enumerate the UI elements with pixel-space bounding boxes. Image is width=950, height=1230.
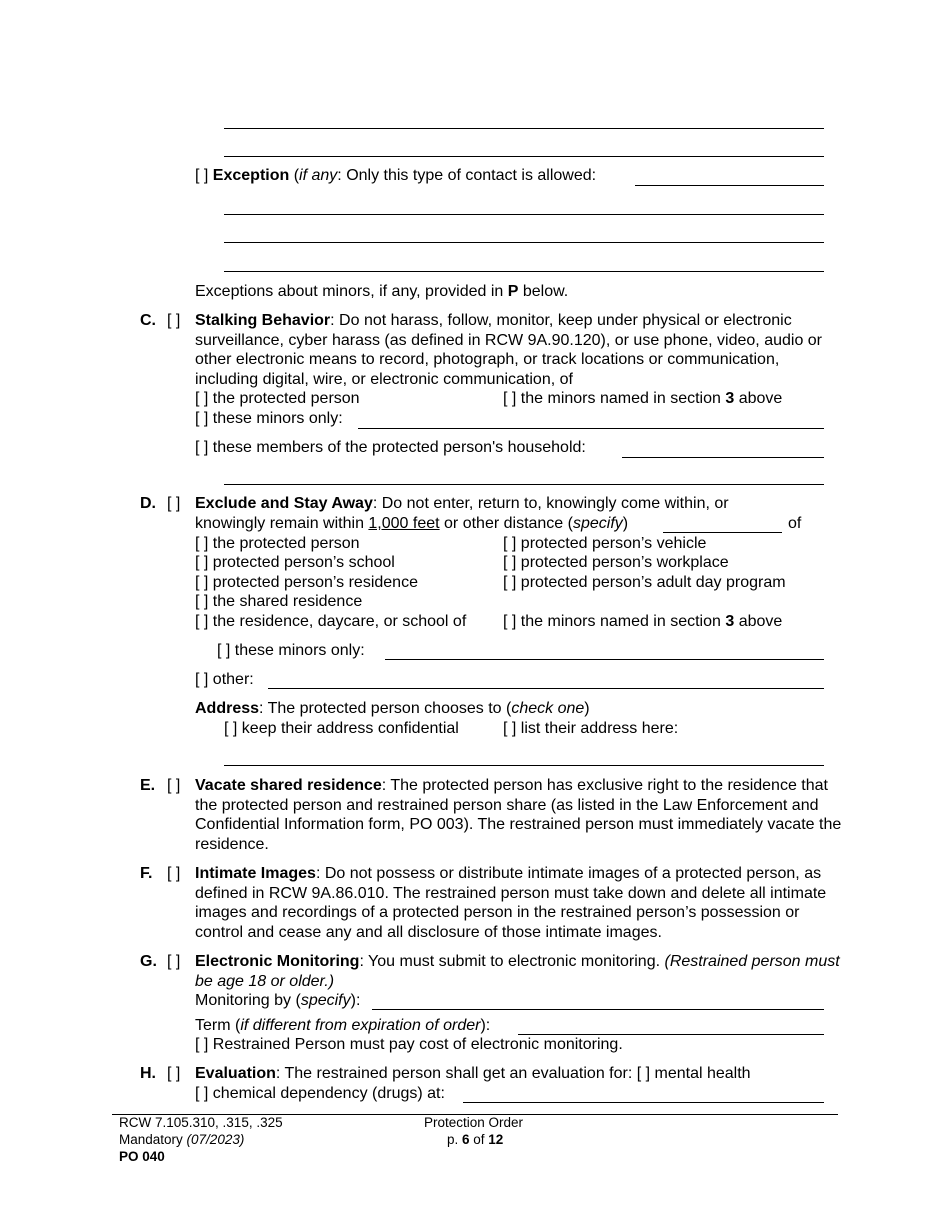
exception-field[interactable] — [635, 185, 824, 186]
section-c-letter: C. — [140, 312, 156, 329]
section-h-line1: Evaluation: The restrained person shall get an evaluation for: [ ] mental health — [195, 1065, 751, 1082]
footer-rcw: RCW 7.105.310, .315, .325 — [119, 1115, 283, 1130]
chemical-dependency-field[interactable] — [463, 1102, 824, 1103]
section-f-letter: F. — [140, 865, 153, 882]
d-option-residence-daycare-school[interactable]: [ ] the residence, daycare, or school of — [195, 613, 467, 630]
blank-line[interactable] — [224, 156, 824, 157]
d-option-these-minors[interactable]: [ ] these minors only: — [217, 642, 365, 659]
exception-label: Exception — [212, 167, 290, 184]
section-g-title: Electronic Monitoring — [195, 953, 360, 970]
d-option-protected-person[interactable]: [ ] the protected person — [195, 535, 360, 552]
footer-doc-title: Protection Order — [424, 1115, 524, 1130]
section-d-letter: D. — [140, 495, 156, 512]
section-e-letter: E. — [140, 777, 156, 794]
of-text: of — [788, 515, 802, 532]
d-option-residence[interactable]: [ ] protected person’s residence — [195, 574, 418, 591]
monitoring-by-field[interactable] — [372, 1009, 824, 1010]
d-option-minors-named[interactable]: [ ] the minors named in section 3 above — [503, 613, 783, 630]
option-household[interactable]: [ ] these members of the protected person's household: — [195, 439, 586, 456]
age-note: (Restrained person must be age 18 or older.) — [195, 953, 840, 990]
address-label: Address — [195, 700, 260, 717]
section-d-title: Exclude and Stay Away — [195, 495, 373, 512]
section-c-text: Stalking Behavior: Do not harass, follow, monitor, keep under physical or electronic surveillance, cyber harass (as defined in RCW 9A.90.120), or use phone, video, audio or other electronic means to record, photograph, or track locations or communication, including digital, wire, or electronic communication, of — [195, 312, 823, 388]
section-h-title: Evaluation — [195, 1065, 276, 1082]
d-option-shared-residence[interactable]: [ ] the shared residence — [195, 593, 363, 610]
exception-row: [ ] Exception (if any: Only this type of contact is allowed: — [195, 167, 597, 184]
household-field[interactable] — [622, 457, 824, 458]
section-h-checkbox[interactable]: [ ] — [167, 1065, 181, 1082]
section-h-letter: H. — [140, 1065, 156, 1082]
option-list-address[interactable]: [ ] list their address here: — [503, 720, 679, 737]
section-f-checkbox[interactable]: [ ] — [167, 865, 181, 882]
section-g-text: Electronic Monitoring: You must submit to electronic monitoring. (Restrained person must be age 18 or older.) — [195, 953, 840, 990]
section-d-line2: knowingly remain within 1,000 feet or other distance (specify) — [195, 515, 629, 532]
address-field[interactable] — [224, 765, 824, 766]
section-f-title: Intimate Images — [195, 865, 316, 882]
monitoring-by-label: Monitoring by (specify): — [195, 992, 361, 1009]
section-c-checkbox[interactable]: [ ] — [167, 312, 181, 329]
d-option-school[interactable]: [ ] protected person’s school — [195, 554, 395, 571]
d-option-workplace[interactable]: [ ] protected person’s workplace — [503, 554, 729, 571]
address-line: Address: The protected person chooses to (check one) — [195, 700, 590, 717]
d-option-vehicle[interactable]: [ ] protected person’s vehicle — [503, 535, 707, 552]
section-e-text: Vacate shared residence: The protected person has exclusive right to the residence that the protected person and restrained person share (as listed in the Law Enforcement and Confidential Information form, PO 003). The restrained person must immediately vacate the residence. — [195, 777, 842, 853]
d-option-other[interactable]: [ ] other: — [195, 671, 254, 688]
option-mental-health[interactable]: [ ] mental health — [636, 1065, 751, 1082]
blank-line[interactable] — [224, 271, 824, 272]
d-option-adult-day-program[interactable]: [ ] protected person’s adult day program — [503, 574, 786, 591]
if-any-text: if any — [299, 167, 338, 184]
distance-field[interactable] — [663, 532, 782, 533]
section-d-line1: Exclude and Stay Away: Do not enter, return to, knowingly come within, or — [195, 495, 729, 512]
blank-line[interactable] — [224, 242, 824, 243]
checkbox[interactable]: [ ] — [195, 167, 209, 184]
option-minors-named[interactable]: [ ] the minors named in section 3 above — [503, 390, 783, 407]
section-c-title: Stalking Behavior — [195, 312, 331, 329]
exceptions-minors-note: Exceptions about minors, if any, provided in P below. — [195, 283, 569, 300]
d-these-minors-field[interactable] — [385, 659, 824, 660]
blank-line[interactable] — [224, 214, 824, 215]
option-protected-person[interactable]: [ ] the protected person — [195, 390, 360, 407]
option-chemical-dependency[interactable]: [ ] chemical dependency (drugs) at: — [195, 1085, 445, 1102]
section-g-checkbox[interactable]: [ ] — [167, 953, 181, 970]
section-e-title: Vacate shared residence — [195, 777, 382, 794]
other-field[interactable] — [268, 688, 824, 689]
section-f-text: Intimate Images: Do not possess or distribute intimate images of a protected person, as defined in RCW 9A.86.010. The restrained person must take down and delete all intimate images and recordings of a protected person in the restrained person’s possession or control and cease any and all disclosure of those intimate images. — [195, 865, 827, 941]
blank-line[interactable] — [224, 484, 824, 485]
footer-form-id: PO 040 — [119, 1149, 165, 1164]
option-keep-confidential[interactable]: [ ] keep their address confidential — [224, 720, 459, 737]
distance-value: 1,000 feet — [368, 515, 440, 532]
these-minors-field[interactable] — [358, 428, 824, 429]
footer-page-number: p. 6 of 12 — [447, 1132, 504, 1147]
blank-line[interactable] — [224, 128, 824, 129]
footer-mandatory: Mandatory (07/2023) — [119, 1132, 245, 1147]
term-label: Term (if different from expiration of order): — [195, 1017, 491, 1034]
option-these-minors[interactable]: [ ] these minors only: — [195, 410, 343, 427]
section-e-checkbox[interactable]: [ ] — [167, 777, 181, 794]
section-d-checkbox[interactable]: [ ] — [167, 495, 181, 512]
section-g-letter: G. — [140, 953, 157, 970]
option-pay-cost[interactable]: [ ] Restrained Person must pay cost of electronic monitoring. — [195, 1036, 623, 1053]
